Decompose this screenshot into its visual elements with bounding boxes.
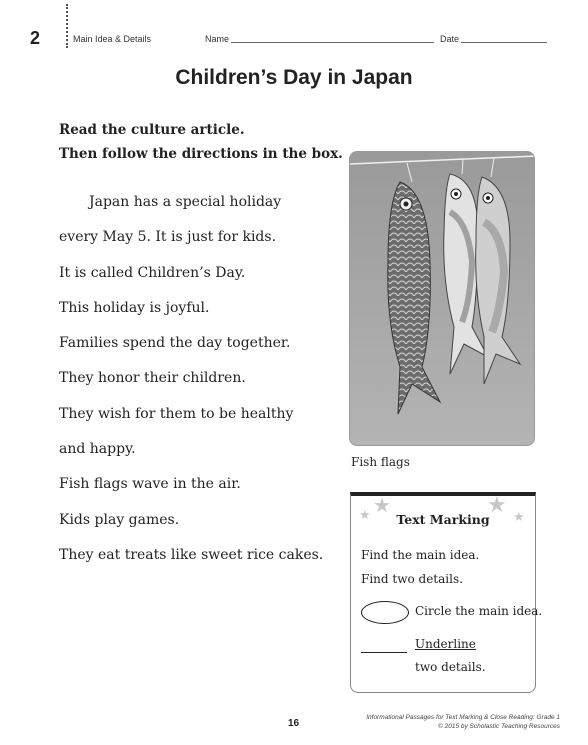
- date-label: Date: [440, 34, 460, 44]
- section-label: Main Idea & Details: [73, 34, 152, 44]
- underline-symbol: [361, 652, 407, 653]
- passage-line: They honor their children.: [59, 370, 246, 387]
- passage-line: They wish for them to be healthy: [59, 405, 294, 422]
- directions: [59, 118, 343, 166]
- underline-instruction: Underline: [415, 637, 476, 651]
- date-field[interactable]: [461, 42, 547, 43]
- instruction-main-idea: Find the main idea.: [361, 548, 480, 562]
- star-icon: ★: [513, 509, 525, 524]
- credit-line: Informational Passages for Text Marking & Close Reading: Grade 1: [366, 714, 560, 721]
- passage-line: Kids play games.: [59, 511, 180, 528]
- star-icon: ★: [373, 495, 391, 517]
- passage-line: They eat treats like sweet rice cakes.: [59, 546, 324, 563]
- page-number: 16: [288, 718, 300, 729]
- passage-line: Families spend the day together.: [59, 335, 291, 352]
- name-field[interactable]: [231, 42, 434, 43]
- passage-line: This holiday is joyful.: [59, 299, 210, 316]
- passage-line: every May 5. It is just for kids.: [59, 229, 277, 246]
- instruction-details: Find two details.: [361, 572, 463, 586]
- header-divider: [66, 4, 68, 48]
- passage-line: Japan has a special holiday: [89, 194, 282, 210]
- circle-symbol: [361, 601, 409, 624]
- underline-instruction-continued: two details.: [415, 660, 486, 674]
- photo-caption: Fish flags: [351, 455, 410, 469]
- passage-line: and happy.: [59, 441, 136, 458]
- passage-line: Fish flags wave in the air.: [59, 476, 241, 493]
- text-marking-title: Text Marking: [396, 512, 490, 527]
- star-icon: ★: [359, 507, 371, 522]
- lesson-number: 2: [30, 28, 41, 48]
- worksheet-header: [0, 26, 588, 50]
- name-label: Name: [205, 34, 230, 44]
- fish-flags-photo: [349, 151, 535, 446]
- star-icon: ★: [487, 492, 507, 517]
- article-passage: [59, 190, 323, 578]
- passage-line: It is called Children’s Day.: [59, 264, 246, 281]
- circle-instruction: Circle the main idea.: [415, 604, 543, 618]
- credit-line: © 2015 by Scholastic Teaching Resources: [438, 723, 560, 730]
- directions-line: Read the culture article.: [59, 122, 245, 138]
- copyright-credit: [366, 713, 560, 731]
- text-marking-box: [350, 492, 543, 693]
- page-title: Children’s Day in Japan: [175, 66, 413, 89]
- directions-line: Then follow the directions in the box.: [59, 146, 343, 162]
